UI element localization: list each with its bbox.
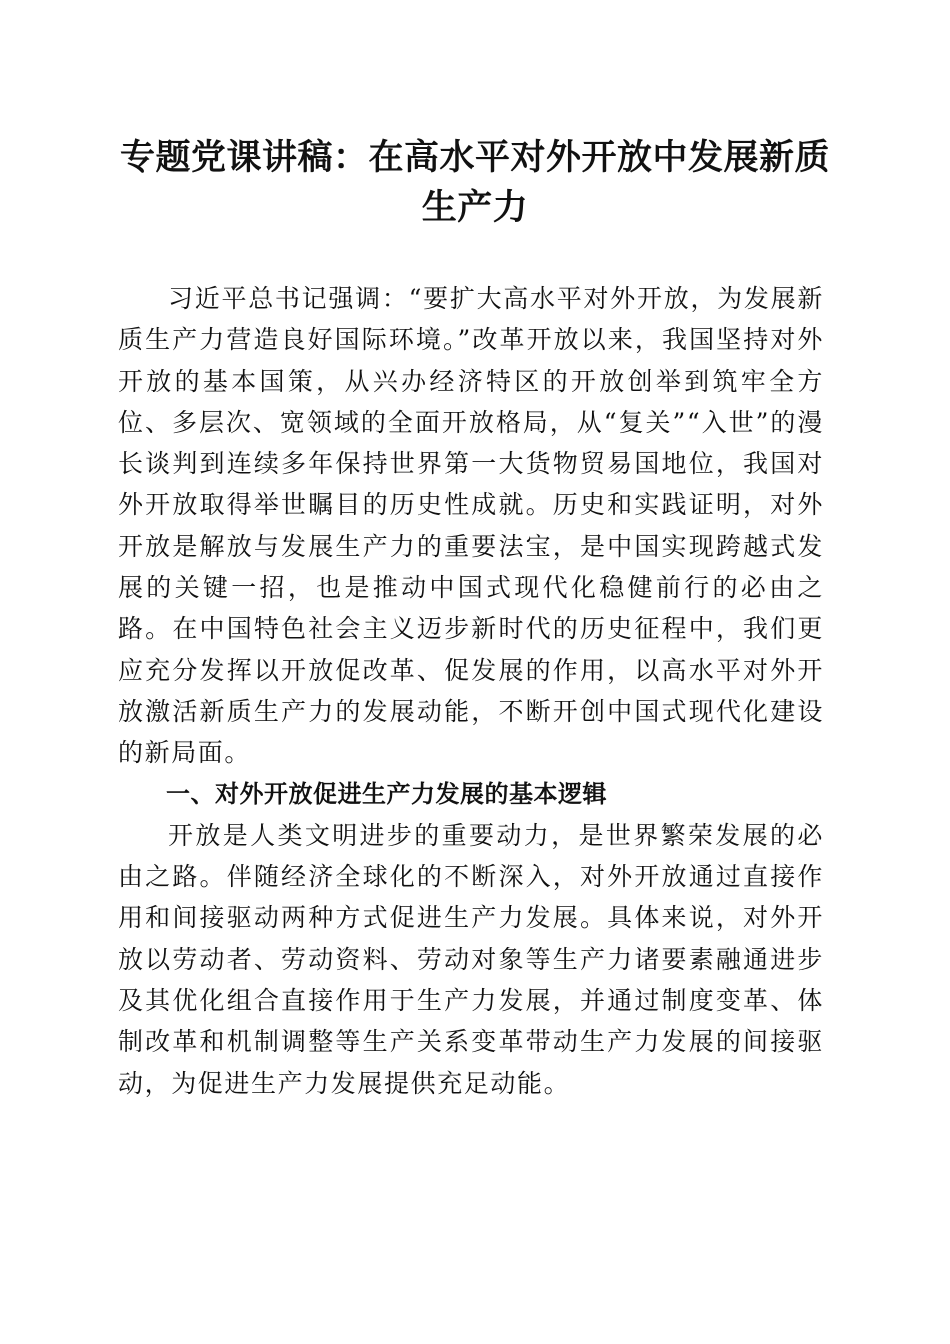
intro-paragraph: 习近平总书记强调：“要扩大高水平对外开放，为发展新质生产力营造良好国际环境。”改革开放以来，我国坚持对外开放的基本国策，从兴办经济特区的开放创举到筑牢全方位、多层次、宽领域的全面开放格局，从“复关”“入世”的漫长谈判到连续多年保持世界第一大货物贸易国地位，我国对外开放取得举世瞩目的历史性成就。历史和实践证明，对外开放是解放与发展生产力的重要法宝，是中国实现跨越式发展的关键一招，也是推动中国式现代化稳健前行的必由之路。在中国特色社会主义迈步新时代的历史征程中，我们更应充分发挥以开放促改革、促发展的作用，以高水平对外开放激活新质生产力的发展动能，不断开创中国式现代化建设的新局面。 (118, 284, 824, 768)
document-body (118, 278, 824, 1104)
document-title: 专题党课讲稿：在高水平对外开放中发展新质生产力 (119, 138, 830, 228)
section-paragraph: 开放是人类文明进步的重要动力，是世界繁荣发展的必由之路。伴随经济全球化的不断深入，对外开放通过直接作用和间接驱动两种方式促进生产力发展。具体来说，对外开放以劳动者、劳动资料、劳动对象等生产力诸要素融通进步及其优化组合直接作用于生产力发展，并通过制度变革、体制改革和机制调整等生产关系变革带动生产力发展的间接驱动，为促进生产力发展提供充足动能。 (118, 820, 824, 1098)
section-heading: 一、对外开放促进生产力发展的基本逻辑 (166, 779, 607, 808)
